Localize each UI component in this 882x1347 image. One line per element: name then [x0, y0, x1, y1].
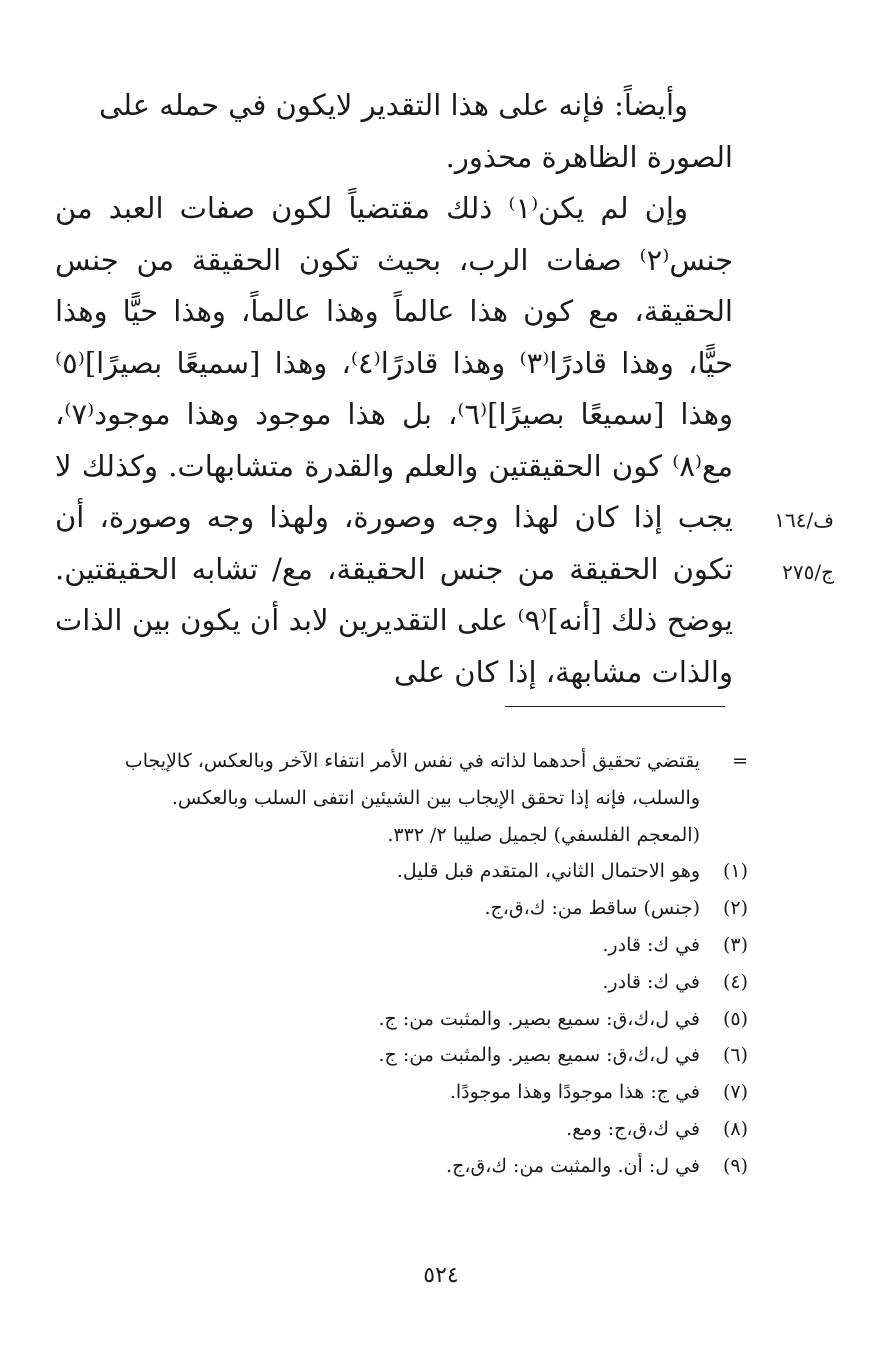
footnote-text: في ل: أن. والمثبت من: ك،ق،ج. — [446, 1154, 700, 1177]
footnote-item — [55, 890, 748, 927]
footnote-text: في ل،ك،ق: سميع بصير. والمثبت من: ج. — [378, 1044, 700, 1067]
paragraph-2: وإن لم يكن⁽١⁾ ذلك مقتضياً لكون صفات العبد من جنس⁽٢⁾ صفات الرب، بحيث تكون الحقيقة من جنس الحقيقة، مع كون هذا عالماً وهذا عالماً، وهذا حيًّا وهذا حيًّا، وهذا قادرًا⁽٣⁾ وهذا قادرًا⁽٤⁾، وهذا [سميعًا بصيرًا]⁽٥⁾ وهذا [سميعًا بصيرًا]⁽٦⁾، بل هذا موجود وهذا موجود⁽٧⁾، مع⁽٨⁾ كون الحقيقتين والعلم والقدرة متشابهات. وكذلك لا يجب إذا كان لهذا وجه وصورة، ولهذا وجه وصورة، أن تكون الحقيقة من جنس الحقيقة، مع/ تشابه الحقيقتين. يوضح ذلك [أنه]⁽٩⁾ على التقديرين لابد أن يكون بين الذات والذات مشابهة، إذا كان على — [55, 191, 734, 689]
footnote-item — [55, 853, 748, 890]
footnote-number: (٦) — [722, 1044, 748, 1067]
footnote-text: في ك: قادر. — [602, 933, 700, 956]
page-number: ٥٢٤ — [423, 1263, 459, 1288]
footnote-continuation — [55, 780, 748, 817]
footnote-number: (٢) — [722, 897, 748, 920]
paragraph-1: وأيضاً: فإنه على هذا التقدير لايكون في حمله على الصورة الظاهرة محذور. — [98, 88, 733, 174]
margin-ref-ja: ج/٢٧٥ — [782, 559, 834, 584]
footnote-separator — [505, 706, 725, 707]
footnote-item — [55, 1037, 748, 1074]
footnote-number: (٤) — [722, 970, 748, 993]
footnote-item — [55, 1074, 748, 1111]
footnote-number: (٣) — [722, 933, 748, 956]
footnote-item — [55, 1111, 748, 1148]
main-text — [55, 80, 733, 698]
footnote-continuation — [55, 817, 748, 854]
footnote-text: في ج: هذا موجودًا وهذا موجودًا. — [449, 1081, 700, 1104]
footnote-item — [55, 1148, 748, 1185]
footnote-number: (١) — [722, 860, 748, 883]
footnote-number: (٨) — [722, 1117, 748, 1140]
footnote-continuation — [55, 743, 748, 780]
margin-ref-fa: ف/١٦٤ — [774, 508, 834, 532]
footnote-text: في ك،ق،ج: ومع. — [566, 1117, 700, 1140]
continuation-line: (المعجم الفلسفي) لجميل صليبا ٢/ ٣٣٢. — [387, 823, 700, 846]
footnote-item — [55, 1001, 748, 1038]
continuation-marker: = — [732, 750, 748, 772]
footnote-text: في ك: قادر. — [602, 970, 700, 993]
footnote-number: (٩) — [722, 1154, 748, 1177]
margin-references — [774, 495, 834, 598]
footnote-item — [55, 964, 748, 1001]
continuation-line: والسلب، فإنه إذا تحقق الإيجاب بين الشيئين انتفى السلب وبالعكس. — [171, 786, 700, 809]
footnote-text: (جنس) ساقط من: ك،ق،ج. — [484, 897, 700, 920]
footnote-number: (٥) — [722, 1007, 748, 1030]
footnote-number: (٧) — [722, 1081, 748, 1104]
footnotes — [55, 743, 748, 1185]
continuation-line: يقتضي تحقيق أحدهما لذاته في نفس الأمر انتفاء الآخر وبالعكس، كالإيجاب — [124, 750, 700, 772]
footnote-item — [55, 927, 748, 964]
footnote-text: وهو الاحتمال الثاني، المتقدم قبل قليل. — [396, 860, 700, 883]
footnote-text: في ل،ك،ق: سميع بصير. والمثبت من: ج. — [378, 1007, 700, 1030]
